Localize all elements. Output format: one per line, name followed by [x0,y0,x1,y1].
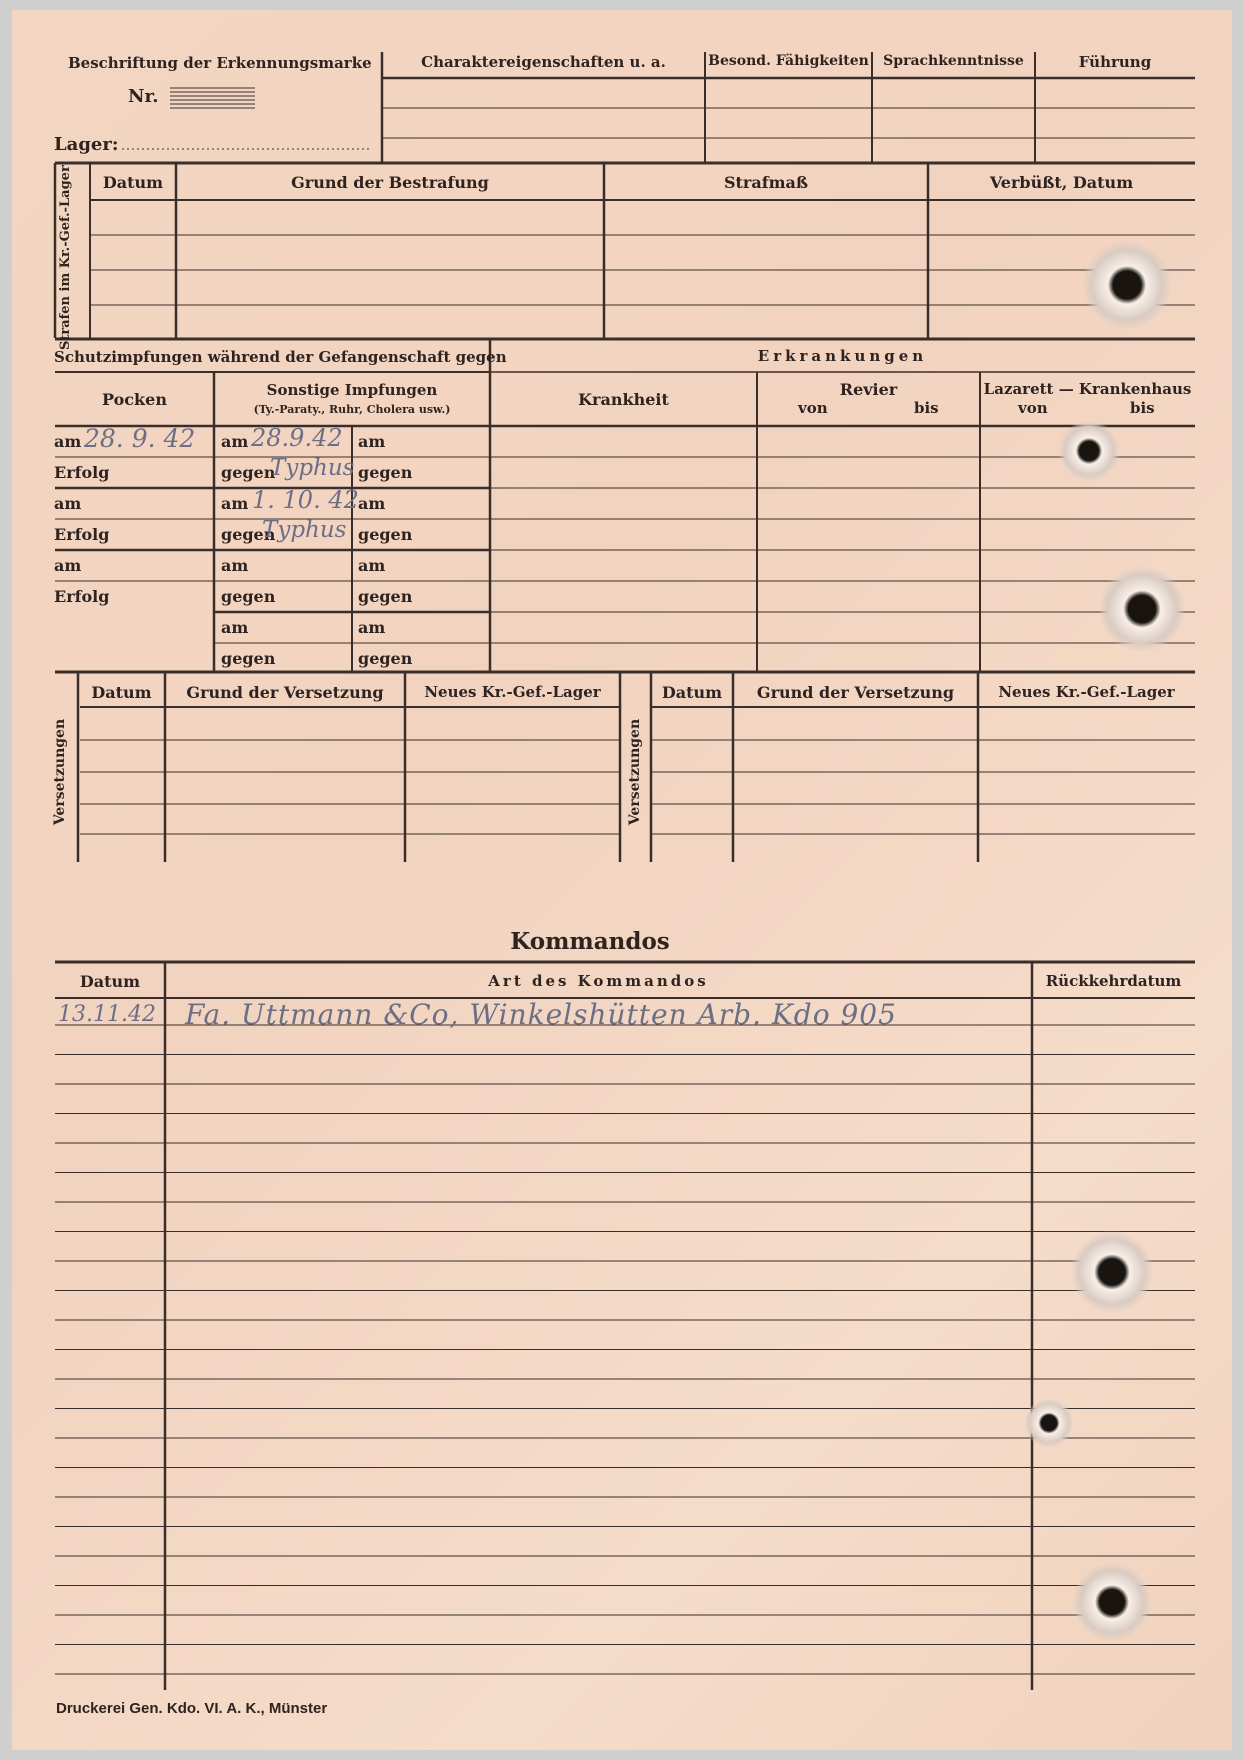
pocken-am-3: am [54,556,82,575]
kommandos-title: Kommandos [510,928,670,955]
versetzungen-side-label-1: Versetzungen [52,718,68,826]
versetzungen-side-label-2: Versetzungen [627,718,643,826]
sonst-r-am-4: am [358,618,386,637]
pocken-header: Pocken [102,390,167,409]
pocken-erfolg-1: Erfolg [54,463,110,482]
sonst-r-am-3: am [358,556,386,575]
strafmass-header: Strafmaß [723,173,809,192]
damage-hole-6 [1072,1562,1152,1642]
faehigkeiten-header: Besond. Fähigkeiten [708,53,869,69]
vers1-datum-header: Datum [91,683,152,702]
damage-hole-1 [1082,240,1172,330]
lazarett-bis: bis [1130,399,1155,417]
damage-hole-3 [1098,565,1186,653]
sonstige-header: Sonstige Impfungen [266,381,438,399]
fuehrung-header: Führung [1078,53,1152,71]
pocken-am-1: am [54,432,82,451]
sonst-r-gegen-4: gegen [358,649,413,668]
vers1-grund-header: Grund der Versetzung [186,683,384,702]
vers2-grund-header: Grund der Versetzung [756,683,955,702]
revier-bis: bis [914,399,939,417]
vers2-neues-header: Neues Kr.-Gef.-Lager [998,683,1175,701]
sonst-am-3: am [221,556,249,575]
lager-label: Lager: [54,134,119,155]
sonst-r-am-1: am [358,432,386,451]
kommandos-rueckkehr-header: Rückkehrdatum [1045,972,1182,990]
lazarett-header: Lazarett — Krankenhaus [983,380,1192,398]
impfungen-title: Schutzimpfungen während der Gefangenschaft gegen [54,348,507,366]
krankheit-header: Krankheit [578,390,669,409]
lazarett-von: von [1018,399,1048,417]
sonst-gegen-1: gegen [221,463,276,482]
pocken-am-2: am [54,494,82,513]
sprach-header: Sprachkenntnisse [883,53,1024,69]
revier-von: von [798,399,828,417]
sonstige-subheader: (Ty.-Paraty., Ruhr, Cholera usw.) [253,403,451,416]
sonst-gegen-4: gegen [221,649,276,668]
sonst-r-am-2: am [358,494,386,513]
damage-hole-4 [1070,1230,1154,1314]
erkrankungen-title: Erkrankungen [757,347,928,365]
vers1-neues-header: Neues Kr.-Gef.-Lager [424,683,601,701]
kommando-entry-text: Fa. Uttmann &Co, Winkelshütten Arb. Kdo 905 [185,998,897,1031]
sonst-date-2: 1. 10. 42 [252,486,359,514]
sonst-r-gegen-1: gegen [358,463,413,482]
kommandos-datum-header: Datum [79,972,141,991]
sonst-am-4: am [221,618,249,637]
sonst-typhus-1: Typhus [270,455,355,481]
sonst-gegen-3: gegen [221,587,276,606]
strafen-grund-header: Grund der Bestrafung [291,173,489,192]
erkennungsmarke-label: Beschriftung der Erkennungsmarke [68,54,372,72]
verbuesst-header: Verbüßt, Datum [989,173,1134,192]
sonst-r-gegen-3: gegen [358,587,413,606]
printer-footer: Druckerei Gen. Kdo. VI. A. K., Münster [56,1700,328,1717]
sonst-gegen-2: gegen [221,525,276,544]
pocken-date-1: 28. 9. 42 [84,424,196,453]
sonst-r-gegen-2: gegen [358,525,413,544]
kommandos-art-header: Art des Kommandos [488,972,709,990]
strafen-side-label: Strafen im Kr.-Gef.-Lager [58,165,73,350]
sonst-typhus-2: Typhus [262,517,347,543]
damage-hole-5 [1024,1398,1074,1448]
damage-hole-2 [1058,420,1120,482]
sonst-date-1: 28.9.42 [251,424,343,452]
vers2-datum-header: Datum [661,683,723,702]
sonst-am-2: am [221,494,249,513]
strafen-datum-header: Datum [102,173,164,192]
charakter-header: Charaktereigenschaften u. a. [421,53,666,71]
pocken-erfolg-3: Erfolg [54,587,110,606]
sonst-am-1: am [221,432,249,451]
pocken-erfolg-2: Erfolg [54,525,110,544]
revier-header: Revier [839,380,898,399]
kommando-entry-date: 13.11.42 [58,1002,156,1027]
nr-label: Nr. [128,86,159,107]
